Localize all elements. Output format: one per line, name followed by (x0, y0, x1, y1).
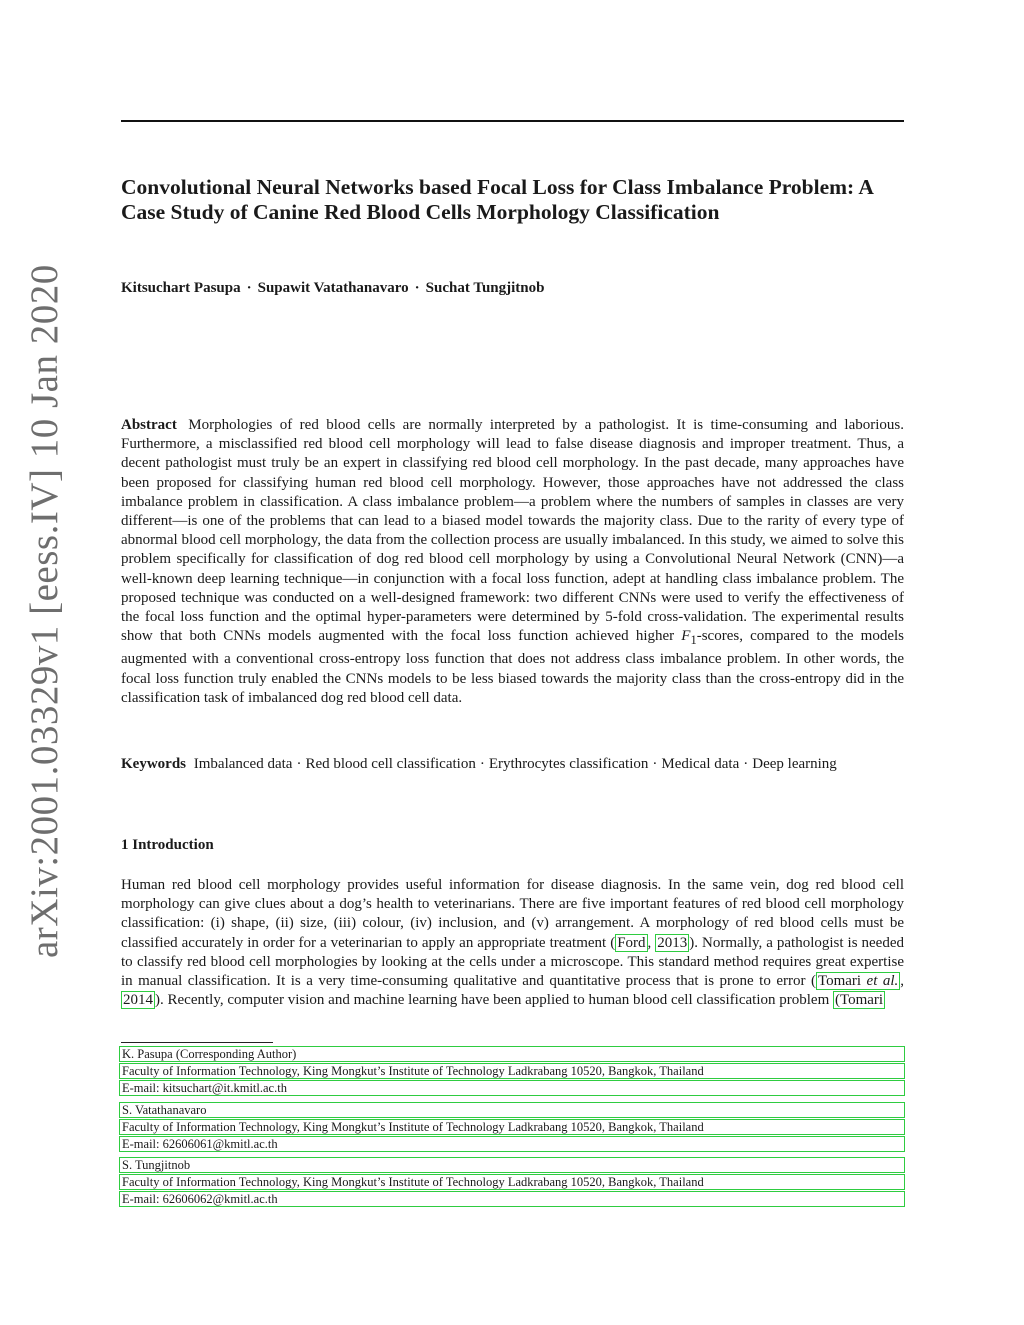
keyword: Imbalanced data (193, 756, 293, 772)
intro-text: . Normally, a pathologist is needed to classify red blood cell morphologies by looking at the cells under a microscope. This standard method requires great expertise in manual classification. It is a very time-consuming qualitative and quantitative process that is prone to error (121, 934, 904, 990)
keywords (121, 755, 904, 774)
footnote-name[interactable]: S. Vatathanavaro (119, 1102, 905, 1118)
f1-symbol: F (681, 628, 691, 645)
citation-link[interactable]: (Tomari (835, 992, 884, 1009)
author-name: Suchat Tungjitnob (425, 280, 545, 296)
citation-tomari-2014: ( Tomari et al. , 2014 ) (123, 973, 905, 1009)
section-heading-introduction: 1 Introduction (121, 837, 214, 853)
arxiv-identifier[interactable]: arXiv:2001.03329v1 [eess.IV] 10 Jan 2020 (23, 264, 66, 958)
footnote-email[interactable]: E-mail: 62606061@kmitl.ac.th (119, 1136, 905, 1152)
keyword: Deep learning (752, 756, 837, 772)
author-name: Kitsuchart Pasupa (121, 280, 241, 296)
abstract-text: -scores, compared to the models augmented with a conventional cross-entropy loss function that does not address class imbalance problem. In other words, the focal loss function truly enabled the CNNs models to be less biased towards the majority class than the cross-entropy did in the classification task of imbalanced dog red blood cell data. (121, 628, 904, 706)
author-separator: · (414, 280, 420, 296)
citation-link[interactable]: Ford (617, 934, 646, 951)
keyword: Medical data (661, 756, 740, 772)
keyword-separator: · (296, 756, 302, 772)
abstract-text: Morphologies of red blood cells are normally interpreted by a pathologist. It is time-consuming and laborious. Furthermore, a misclassified red blood cell morphology will lead to false disease diagnosis and improper treatment. Thus, a decent pathologist must truly be an expert in classifying red blood cell morphology. In the past decade, many approaches have been proposed for classifying human red blood cell morphology. However, those approaches have not addressed the class imbalance problem in classification. A class imbalance problem—a problem where the numbers of samples in classes are very different—is one of the problems that can lead to a biased model towards the majority class. Due to the rarity of every type of abnormal blood cell morphology, the data from the collection process are usually imbalanced. In this study, we aimed to solve this problem specifically for classification of dog red blood cell morphology by using a Convolutional Neural Network (CNN)—a well-known deep learning technique—in conjunction with a focal loss function, adept at handling class imbalance problem. The proposed technique was conducted on a well-designed framework: two different CNNs were used to verify the effectiveness of the focal loss function and the optimal hyper-parameters were determined by 5-fold cross-validation. The experimental results show that both CNNs models augmented with the focal loss function achieved higher (121, 417, 905, 645)
footnote-author-2 (119, 1102, 905, 1152)
author-name: Supawit Vatathanavaro (257, 280, 409, 296)
intro-text: . Recently, computer vision and machine learning have been applied to human blood cell classification problem (160, 992, 830, 1009)
footnote-author-1 (119, 1046, 905, 1096)
author-list (121, 278, 591, 298)
keyword-separator: · (743, 756, 749, 772)
f1-subscript: 1 (690, 633, 697, 648)
abstract-label: Abstract (121, 417, 177, 433)
keywords-label: Keywords (121, 756, 186, 772)
citation-ford-2013: ( Ford , 2013 ) (610, 934, 695, 951)
paper-title: Convolutional Neural Networks based Focal Loss for Class Imbalance Problem: A Case Study of Canine Red Blood Cells Morphology Classification (121, 175, 873, 224)
footnote-author-3 (119, 1157, 905, 1207)
keyword: Erythrocytes classification (488, 756, 649, 772)
footnote-affiliation[interactable]: Faculty of Information Technology, King Mongkut’s Institute of Technology Ladkrabang 10520, Bangkok, Thailand (119, 1063, 905, 1079)
author-separator: · (246, 280, 252, 296)
footnote-rule (121, 1042, 273, 1043)
intro-text: Human red blood cell morphology provides useful information for disease diagnosis. In the same vein, dog red blood cell morphology can give clues about a dog’s health to veterinarians. There are five important features of red blood cell morphology classification: (i) shape, (ii) size, (iii) colour, (iv) inclusion, and (v) arrangement. A morphology of red blood cells must be classified accurately in order for a veterinarian to apply an appropriate treatment (121, 877, 904, 951)
footnote-affiliation[interactable]: Faculty of Information Technology, King Mongkut’s Institute of Technology Ladkrabang 10520, Bangkok, Thailand (119, 1119, 905, 1135)
footnote-email[interactable]: E-mail: kitsuchart@it.kmitl.ac.th (119, 1080, 905, 1096)
citation-link[interactable]: 2013 (657, 934, 688, 951)
footnote-name[interactable]: S. Tungjitnob (119, 1157, 905, 1173)
citation-link[interactable]: 2014 (123, 992, 153, 1009)
keyword-separator: · (479, 756, 485, 772)
keyword-separator: · (652, 756, 658, 772)
footnote-affiliation[interactable]: Faculty of Information Technology, King Mongkut’s Institute of Technology Ladkrabang 10520, Bangkok, Thailand (119, 1174, 905, 1190)
citation-link[interactable]: Tomari et al. (817, 973, 899, 990)
keyword: Red blood cell classification (305, 756, 476, 772)
footnote-name[interactable]: K. Pasupa (Corresponding Author) (119, 1046, 905, 1062)
header-rule (121, 120, 904, 122)
footnote-email[interactable]: E-mail: 62606062@kmitl.ac.th (119, 1191, 905, 1207)
abstract (121, 416, 904, 708)
introduction-paragraph (121, 876, 904, 1010)
